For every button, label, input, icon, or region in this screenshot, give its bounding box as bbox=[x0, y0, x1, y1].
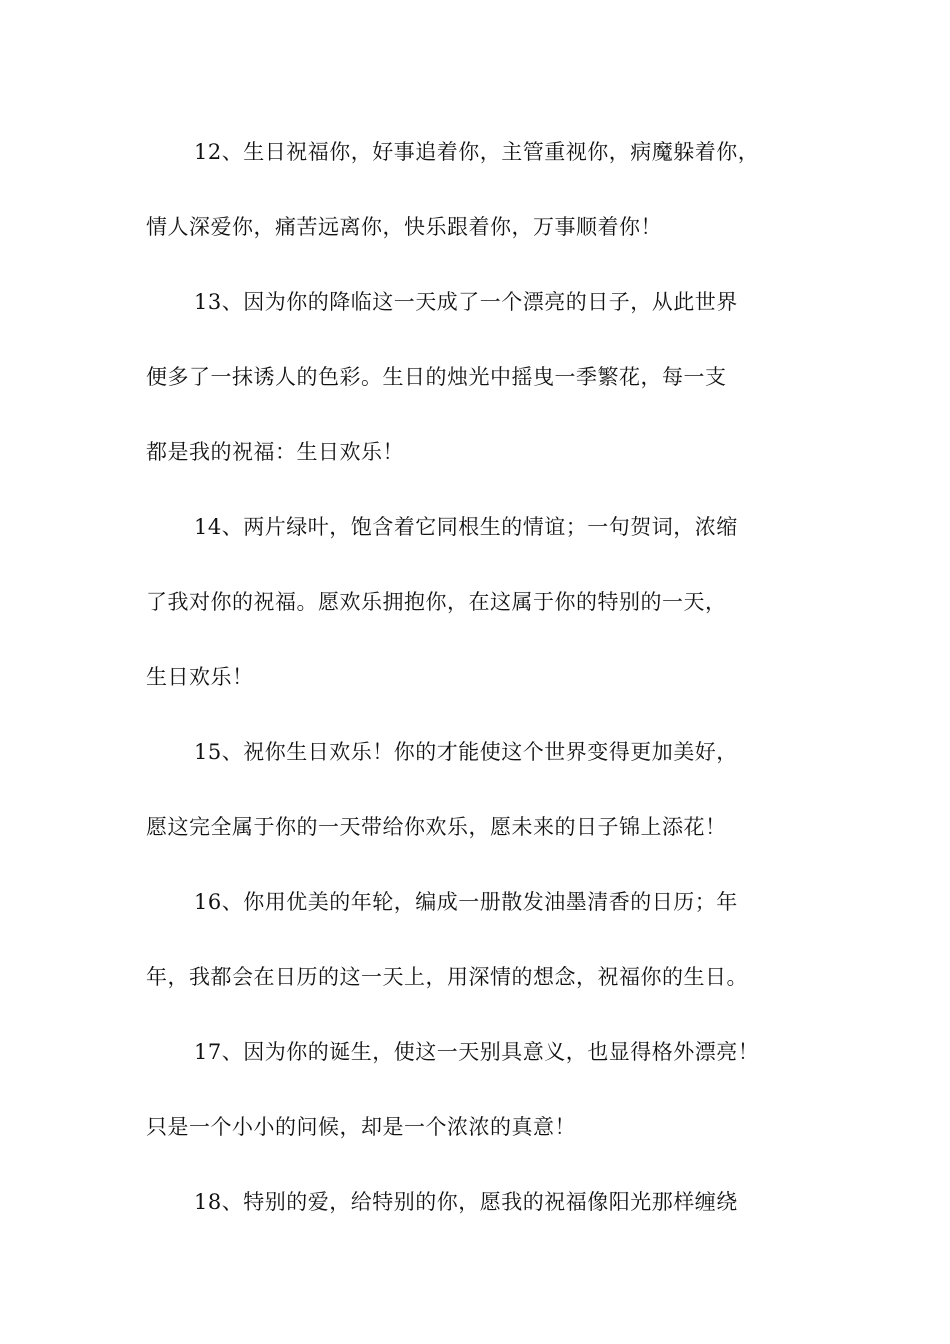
paragraph-13-line-1: 13、因为你的降临这一天成了一个漂亮的日子，从此世界 bbox=[194, 290, 738, 314]
paragraph-15-line-1: 15、祝你生日欢乐！你的才能使这个世界变得更加美好， bbox=[194, 740, 738, 764]
paragraph-17-line-2: 只是一个小小的问候，却是一个浓浓的真意！ bbox=[146, 1115, 576, 1139]
paragraph-12-line-1: 12、生日祝福你，好事追着你，主管重视你，病魔躲着你， bbox=[194, 140, 760, 164]
paragraph-17-line-1: 17、因为你的诞生，使这一天别具意义，也显得格外漂亮！ bbox=[194, 1040, 760, 1064]
paragraph-16-line-1: 16、你用优美的年轮，编成一册散发油墨清香的日历；年 bbox=[194, 890, 738, 914]
paragraph-13-line-2: 便多了一抹诱人的色彩。生日的烛光中摇曳一季繁花，每一支 bbox=[146, 365, 727, 389]
paragraph-14-line-3: 生日欢乐！ bbox=[146, 665, 254, 689]
paragraph-14-line-1: 14、两片绿叶，饱含着它同根生的情谊；一句贺词，浓缩 bbox=[194, 515, 738, 539]
paragraph-12-line-2: 情人深爱你，痛苦远离你，快乐跟着你，万事顺着你！ bbox=[146, 215, 662, 239]
paragraph-14-line-2: 了我对你的祝福。愿欢乐拥抱你，在这属于你的特别的一天， bbox=[146, 590, 727, 614]
paragraph-15-line-2: 愿这完全属于你的一天带给你欢乐，愿未来的日子锦上添花！ bbox=[146, 815, 727, 839]
paragraph-13-line-3: 都是我的祝福：生日欢乐！ bbox=[146, 440, 404, 464]
paragraph-16-line-2: 年，我都会在日历的这一天上，用深情的想念，祝福你的生日。 bbox=[146, 965, 748, 989]
paragraph-18-line-1: 18、特别的爱，给特别的你，愿我的祝福像阳光那样缠绕 bbox=[194, 1190, 738, 1214]
